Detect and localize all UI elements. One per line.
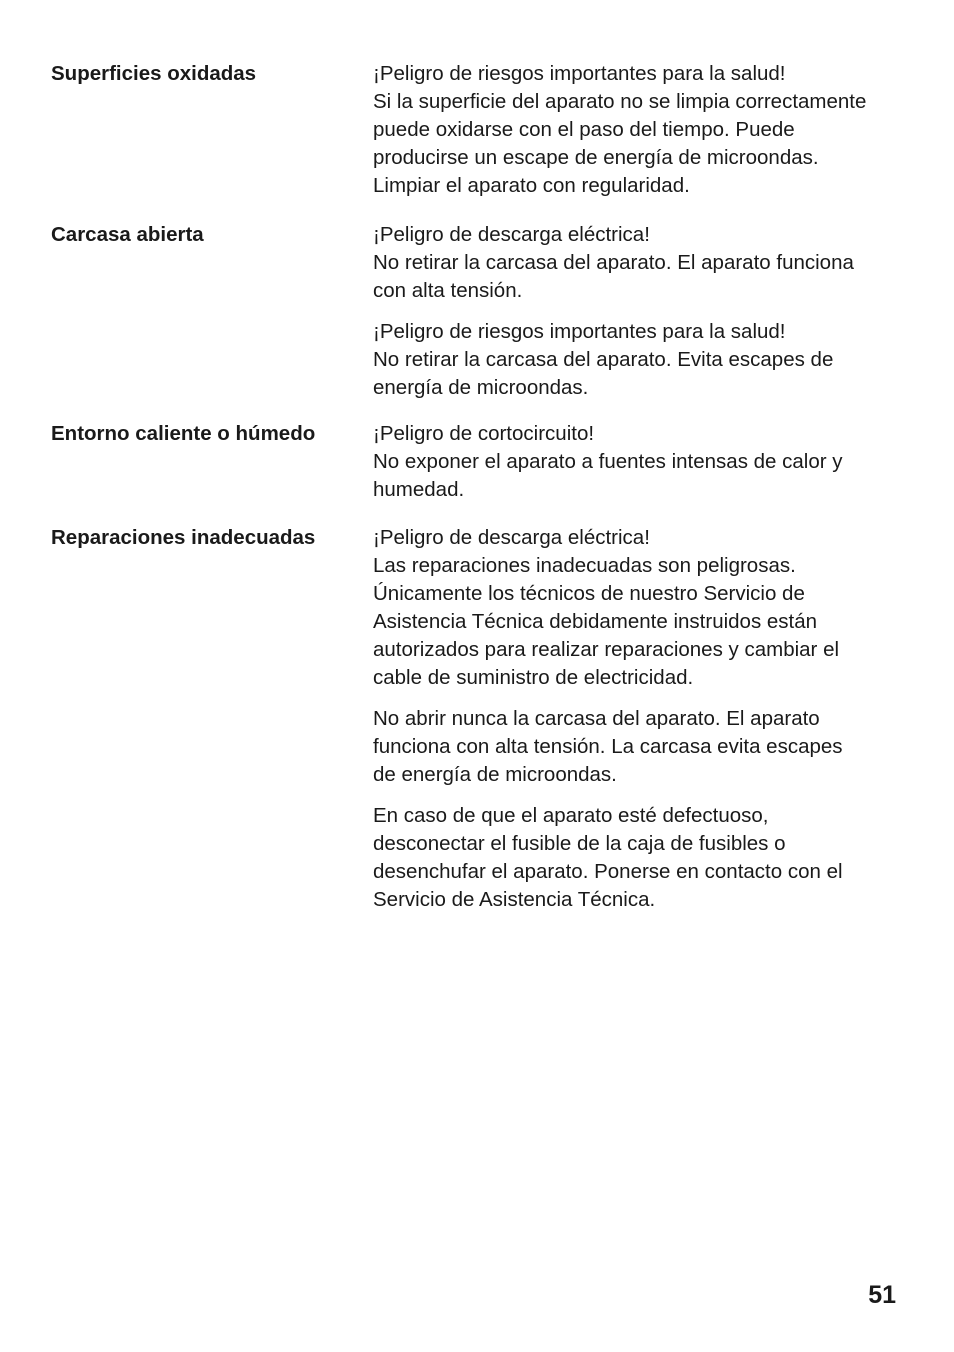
text-line: ¡Peligro de cortocircuito! [373, 422, 595, 445]
text-line: Las reparaciones inadecuadas son peligrosas. [373, 554, 796, 577]
text-line: Asistencia Técnica debidamente instruidos están [373, 610, 818, 633]
text-line: No abrir nunca la carcasa del aparato. El aparato [373, 707, 820, 730]
text-line: No exponer el aparato a fuentes intensas de calor y [373, 450, 843, 473]
paragraph [373, 318, 913, 402]
paragraph [373, 705, 913, 789]
text-line: energía de microondas. [373, 376, 589, 399]
text-line: funciona con alta tensión. La carcasa evita escapes [373, 735, 843, 758]
section-term: Superficies oxidadas [51, 62, 257, 85]
text-line: humedad. [373, 478, 465, 501]
section-term: Carcasa abierta [51, 223, 204, 246]
text-line: En caso de que el aparato esté defectuoso, [373, 804, 769, 827]
page-number: 51 [868, 1281, 896, 1309]
section-body [373, 221, 913, 415]
paragraph [373, 802, 913, 914]
text-line: Limpiar el aparato con regularidad. [373, 174, 690, 197]
text-line: Si la superficie del aparato no se limpia correctamente [373, 90, 867, 113]
section-term: Reparaciones inadecuadas [51, 526, 316, 549]
paragraph [373, 420, 913, 504]
text-line: No retirar la carcasa del aparato. El aparato funciona [373, 251, 854, 274]
paragraph [373, 221, 913, 305]
section-body [373, 60, 913, 213]
text-line: ¡Peligro de riesgos importantes para la salud! [373, 320, 786, 343]
text-line: desconectar el fusible de la caja de fusibles o [373, 832, 786, 855]
paragraph [373, 60, 913, 200]
text-line: con alta tensión. [373, 279, 523, 302]
text-line: ¡Peligro de descarga eléctrica! [373, 223, 650, 246]
text-line: de energía de microondas. [373, 763, 617, 786]
text-line: puede oxidarse con el paso del tiempo. Puede [373, 118, 795, 141]
text-line: ¡Peligro de riesgos importantes para la salud! [373, 62, 786, 85]
paragraph [373, 524, 913, 692]
text-line: autorizados para realizar reparaciones y cambiar el [373, 638, 840, 661]
text-line: Únicamente los técnicos de nuestro Servicio de [373, 582, 805, 605]
text-line: cable de suministro de electricidad. [373, 666, 694, 689]
section-term: Entorno caliente o húmedo [51, 422, 316, 445]
text-line: desenchufar el aparato. Ponerse en contacto con el [373, 860, 843, 883]
text-line: No retirar la carcasa del aparato. Evita escapes de [373, 348, 834, 371]
section-body [373, 420, 913, 517]
text-line: producirse un escape de energía de microondas. [373, 146, 819, 169]
section-body [373, 524, 913, 927]
text-line: Servicio de Asistencia Técnica. [373, 888, 656, 911]
text-line: ¡Peligro de descarga eléctrica! [373, 526, 650, 549]
